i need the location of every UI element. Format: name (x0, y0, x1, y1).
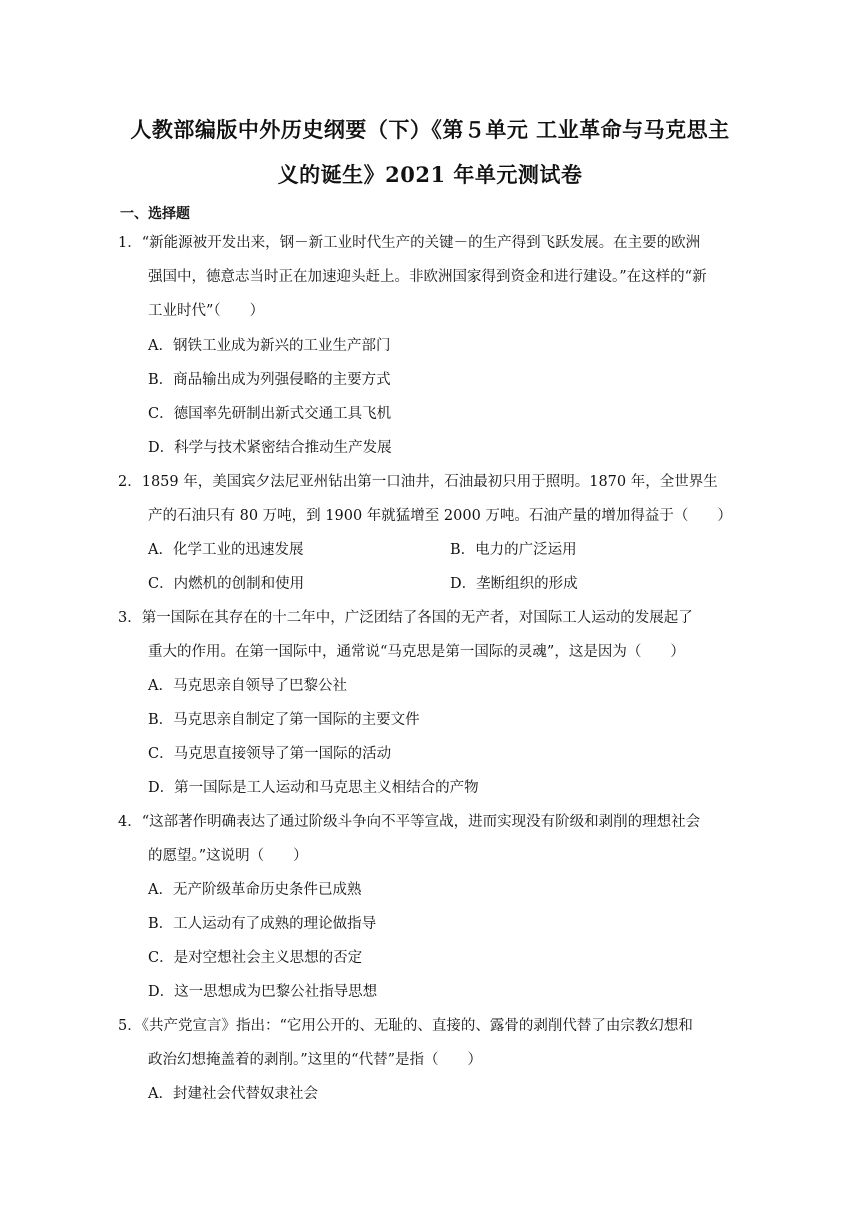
question-text: 产的石油只有 80 万吨，到 1900 年就猛增至 2000 万吨。石油产量的增加得益于（ ） (148, 508, 732, 524)
option-c: C．内燃机的创制和使用 (148, 576, 305, 592)
option-b: B．工人运动有了成熟的理论做指导 (148, 916, 377, 932)
option-d: D．第一国际是工人运动和马克思主义相结合的产物 (148, 780, 479, 796)
question-text: 5．《共产党宣言》指出：“它用公开的、无耻的、直接的、露骨的剥削代替了由宗教幻想和 (118, 1018, 693, 1034)
option-a: A．无产阶级革命历史条件已成熟 (148, 882, 362, 898)
option-c: C．马克思直接领导了第一国际的活动 (148, 746, 392, 762)
option-d: D．垄断组织的形成 (450, 576, 578, 592)
question-text: 4．“这部著作明确表达了通过阶级斗争向不平等宣战，进而实现没有阶级和剥削的理想社会 (118, 814, 701, 830)
option-a: A．马克思亲自领导了巴黎公社 (148, 678, 347, 694)
question-text: 1．“新能源被开发出来，钢－新工业时代生产的关键－的生产得到飞跃发展。在主要的欧洲 (118, 235, 701, 251)
option-b: B．电力的广泛运用 (450, 542, 577, 558)
question-text: 工业时代”（ ） (148, 303, 265, 319)
question-text: 3．第一国际在其存在的十二年中，广泛团结了各国的无产者，对国际工人运动的发展起了 (118, 610, 693, 626)
question-text: 的愿望。”这说明（ ） (148, 848, 308, 864)
exam-title-line-1: 人教部编版中外历史纲要（下）《第５单元 工业革命与马克思主 (130, 117, 730, 142)
question-text: 强国中，德意志当时正在加速迎头赶上。非欧洲国家得到资金和进行建设。”在这样的“新 (148, 269, 707, 285)
option-c: C．是对空想社会主义思想的否定 (148, 950, 363, 966)
option-a: A．化学工业的迅速发展 (148, 542, 304, 558)
option-b: B．马克思亲自制定了第一国际的主要文件 (148, 712, 420, 728)
question-text: 政治幻想掩盖着的剥削。”这里的“代替”是指（ ） (148, 1052, 482, 1068)
section-heading: 一、选择题 (120, 206, 190, 222)
option-a: A．封建社会代替奴隶社会 (148, 1086, 318, 1102)
question-text: 重大的作用。在第一国际中，通常说“马克思是第一国际的灵魂”，这是因为（ ） (148, 644, 685, 660)
option-d: D．这一思想成为巴黎公社指导思想 (148, 984, 378, 1000)
option-c: C．德国率先研制出新式交通工具飞机 (148, 406, 392, 422)
option-d: D．科学与技术紧密结合推动生产发展 (148, 440, 392, 456)
option-b: B．商品输出成为列强侵略的主要方式 (148, 372, 391, 388)
question-text: 2．1859 年，美国宾夕法尼亚州钻出第一口油井，石油最初只用于照明。1870 年，全世界生 (118, 474, 718, 490)
exam-title-line-2: 义的诞生》2021 年单元测试卷 (277, 162, 583, 187)
option-a: A．钢铁工业成为新兴的工业生产部门 (148, 338, 391, 354)
